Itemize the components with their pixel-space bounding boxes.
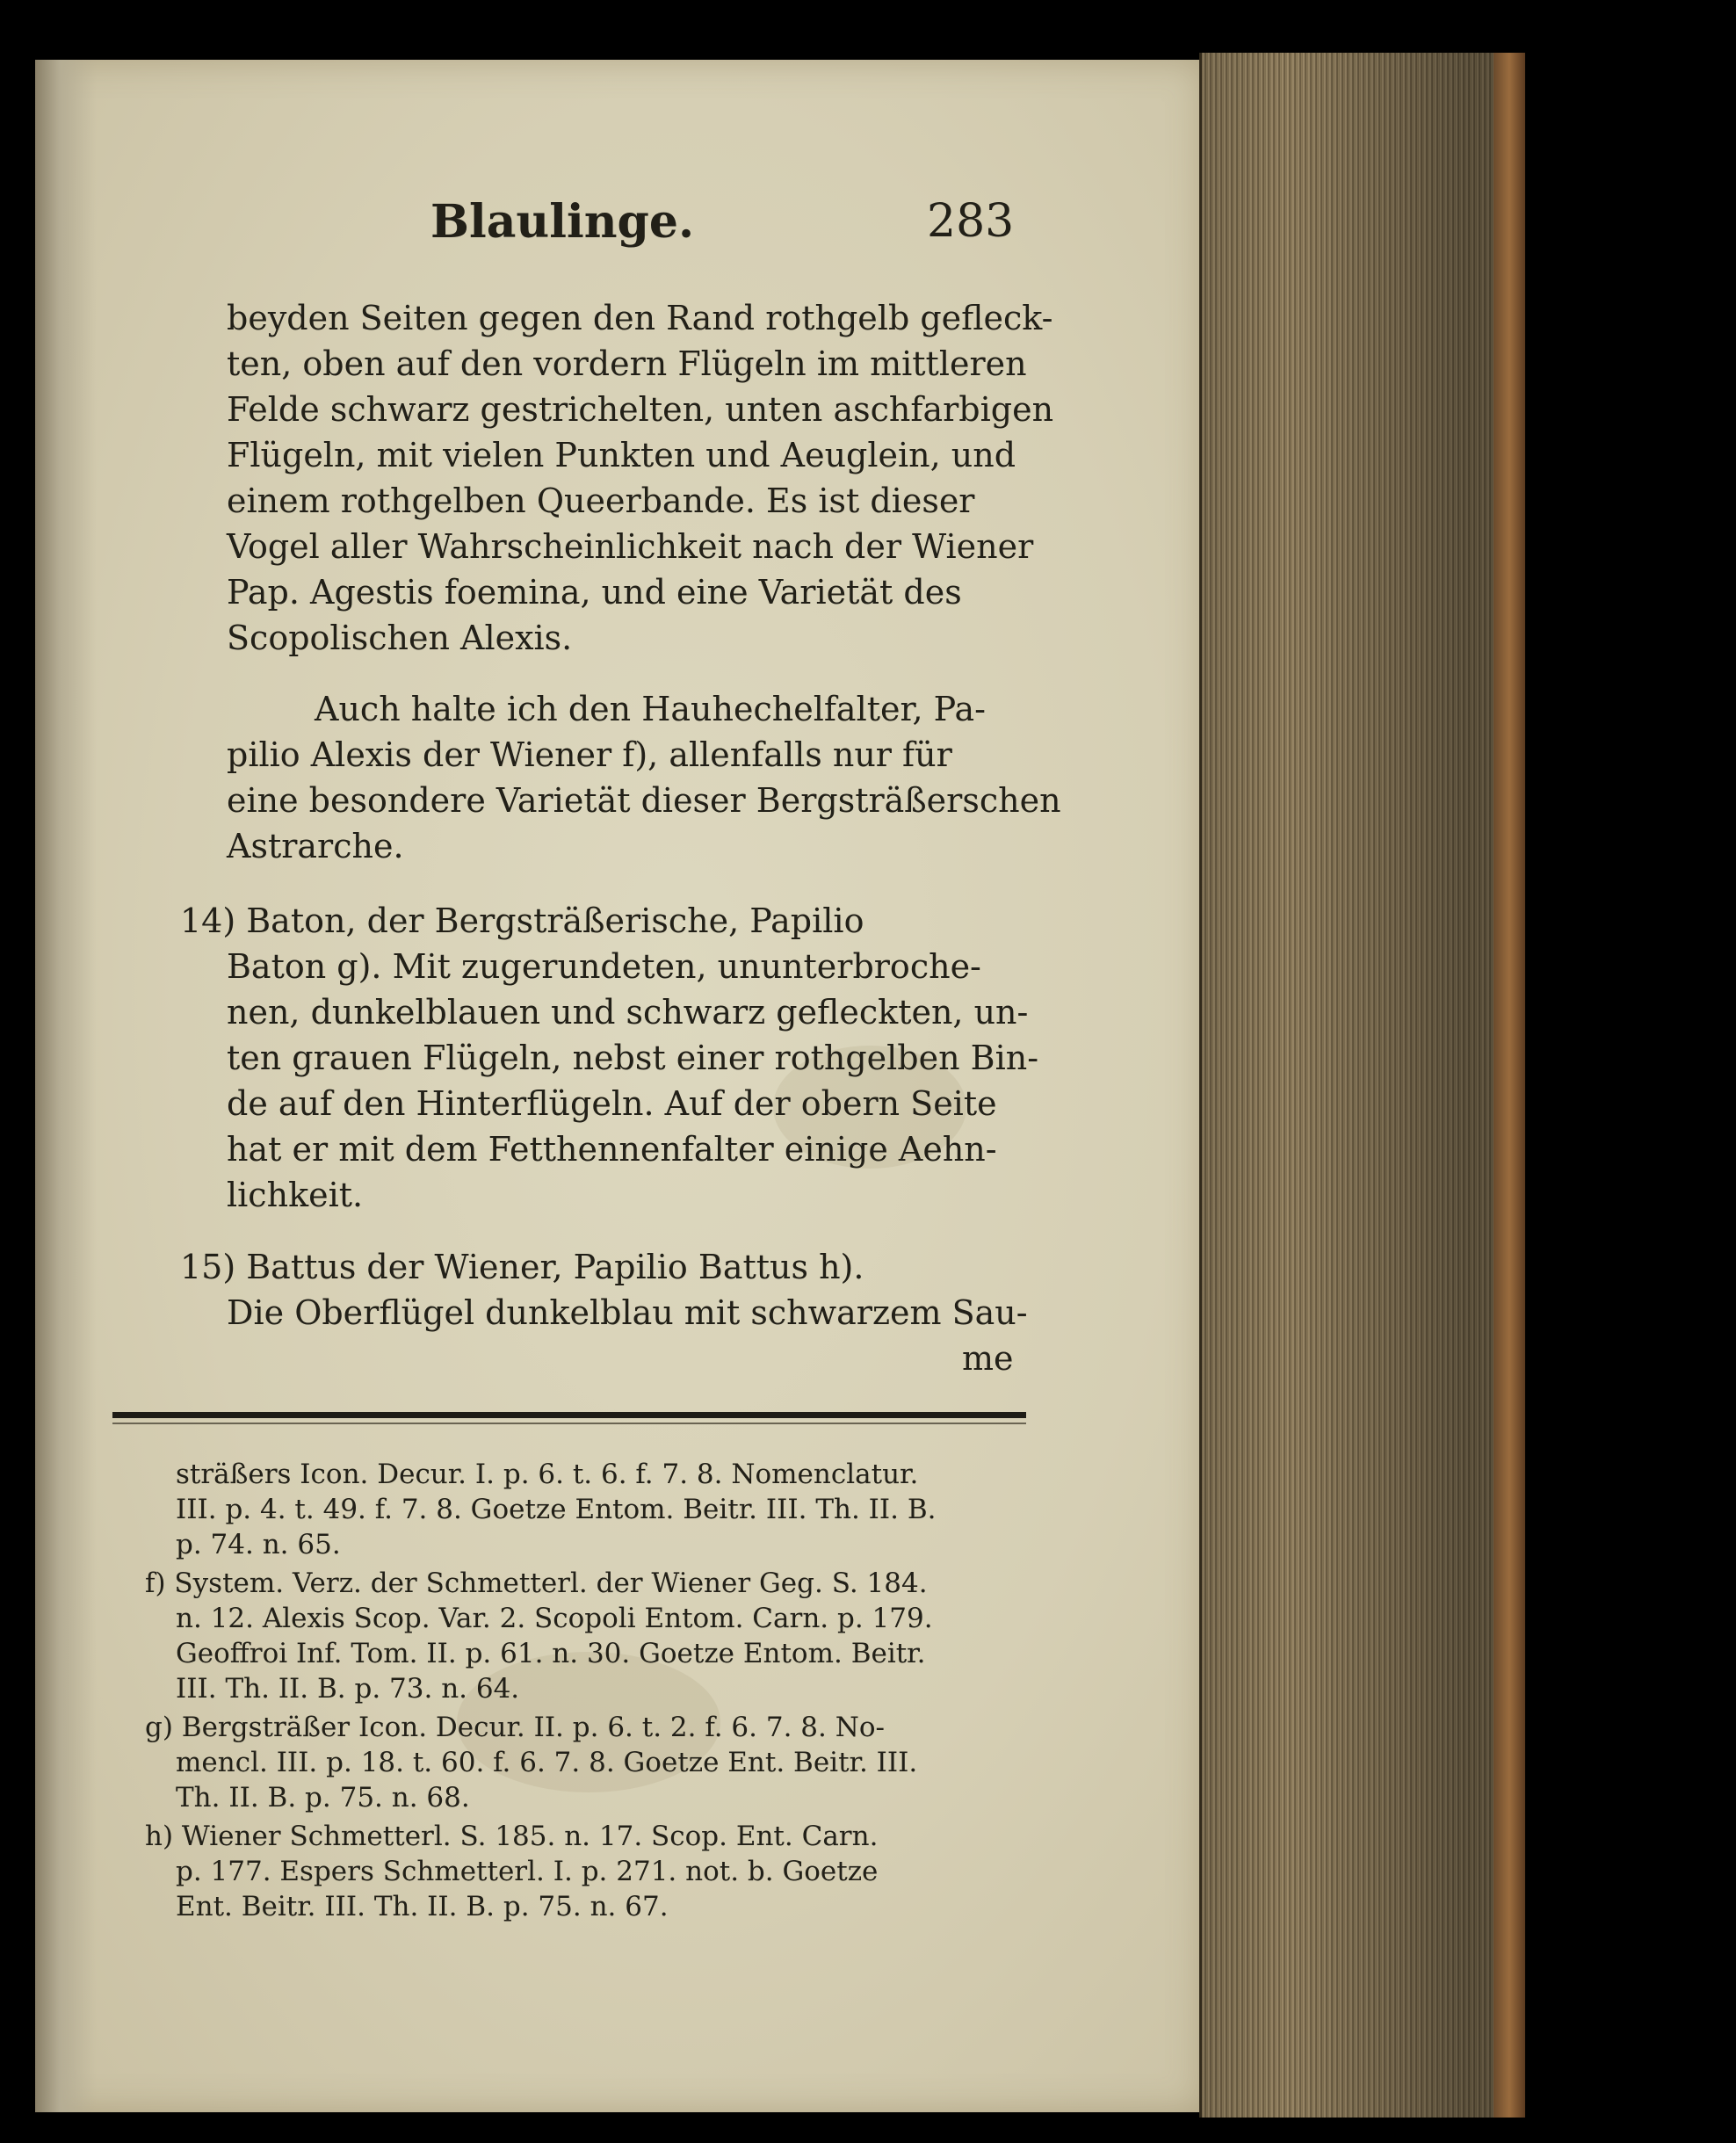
body-line: ten grauen Flügeln, nebst einer rothgelben Bin-	[227, 1039, 1039, 1077]
body-line: Pap. Agestis foemina, und eine Varietät des	[227, 573, 962, 612]
body-line: de auf den Hinterflügeln. Auf der obern Seite	[227, 1084, 997, 1123]
body-line: Scopolischen Alexis.	[227, 619, 573, 657]
body-line: hat er mit dem Fetthennenfalter einige Aehn-	[227, 1130, 997, 1169]
body-line: Baton g). Mit zugerundeten, ununterbroche-	[227, 947, 981, 986]
footnote-g: g) Bergsträßer Icon. Decur. II. p. 6. t. 2. f. 6. 7. 8. No-	[145, 1712, 885, 1743]
entry-heading-14: 14) Baton, der Bergsträßerische, Papilio	[180, 901, 864, 940]
footnote-line: Ent. Beitr. III. Th. II. B. p. 75. n. 67.	[176, 1891, 669, 1922]
footnote-h: h) Wiener Schmetterl. S. 185. n. 17. Scop. Ent. Carn.	[145, 1821, 879, 1852]
body-line: einem rothgelben Queerbande. Es ist dieser	[227, 481, 975, 520]
body-line: ten, oben auf den vordern Flügeln im mittleren	[227, 344, 1027, 383]
footnote-line: p. 74. n. 65.	[176, 1529, 341, 1560]
body-line: Felde schwarz gestrichelten, unten aschfarbigen	[227, 390, 1054, 429]
body-line: Vogel aller Wahrscheinlichkeit nach der Wiener	[227, 527, 1034, 566]
footnote-line: n. 12. Alexis Scop. Var. 2. Scopoli Entom. Carn. p. 179.	[176, 1603, 933, 1634]
entry-heading-15: 15) Battus der Wiener, Papilio Battus h).	[180, 1248, 864, 1286]
footnote-line: III. p. 4. t. 49. f. 7. 8. Goetze Entom. Beitr. III. Th. II. B.	[176, 1494, 937, 1525]
fore-edge-shade	[1199, 53, 1498, 2118]
body-line: beyden Seiten gegen den Rand rothgelb gefleck-	[227, 299, 1053, 337]
footnote-rule	[112, 1412, 1026, 1418]
page-gutter	[35, 60, 97, 2112]
footnote-rule-thin	[112, 1423, 1026, 1424]
body-line: Astrarche.	[227, 827, 404, 865]
footnote-line: III. Th. II. B. p. 73. n. 64.	[176, 1673, 520, 1705]
body-line: nen, dunkelblauen und schwarz gefleckten, un-	[227, 993, 1029, 1032]
footnote-line: sträßers Icon. Decur. I. p. 6. t. 6. f. 7. 8. Nomenclatur.	[176, 1459, 919, 1490]
catchword: me	[962, 1339, 1014, 1378]
footnote-line: p. 177. Espers Schmetterl. I. p. 271. not. b. Goetze	[176, 1856, 879, 1887]
footnote-f: f) System. Verz. der Schmetterl. der Wiener Geg. S. 184.	[145, 1567, 928, 1599]
running-head-title: Blaulinge.	[430, 195, 695, 249]
body-line: Die Oberflügel dunkelblau mit schwarzem Sau-	[227, 1293, 1028, 1332]
book-cover-edge	[1494, 53, 1525, 2118]
footnote-line: Th. II. B. p. 75. n. 68.	[176, 1782, 470, 1814]
footnote-line: mencl. III. p. 18. t. 60. f. 6. 7. 8. Goetze Ent. Beitr. III.	[176, 1747, 918, 1778]
body-line: eine besondere Varietät dieser Bergsträßerschen	[227, 781, 1061, 820]
footnote-line: Geoffroi Inf. Tom. II. p. 61. n. 30. Goetze Entom. Beitr.	[176, 1638, 926, 1669]
body-line: Auch halte ich den Hauhechelfalter, Pa-	[315, 690, 986, 728]
body-line: lichkeit.	[227, 1176, 364, 1214]
page-number: 283	[927, 195, 1015, 248]
body-line: pilio Alexis der Wiener f), allenfalls nur für	[227, 735, 952, 774]
body-line: Flügeln, mit vielen Punkten und Aeuglein, und	[227, 436, 1016, 474]
